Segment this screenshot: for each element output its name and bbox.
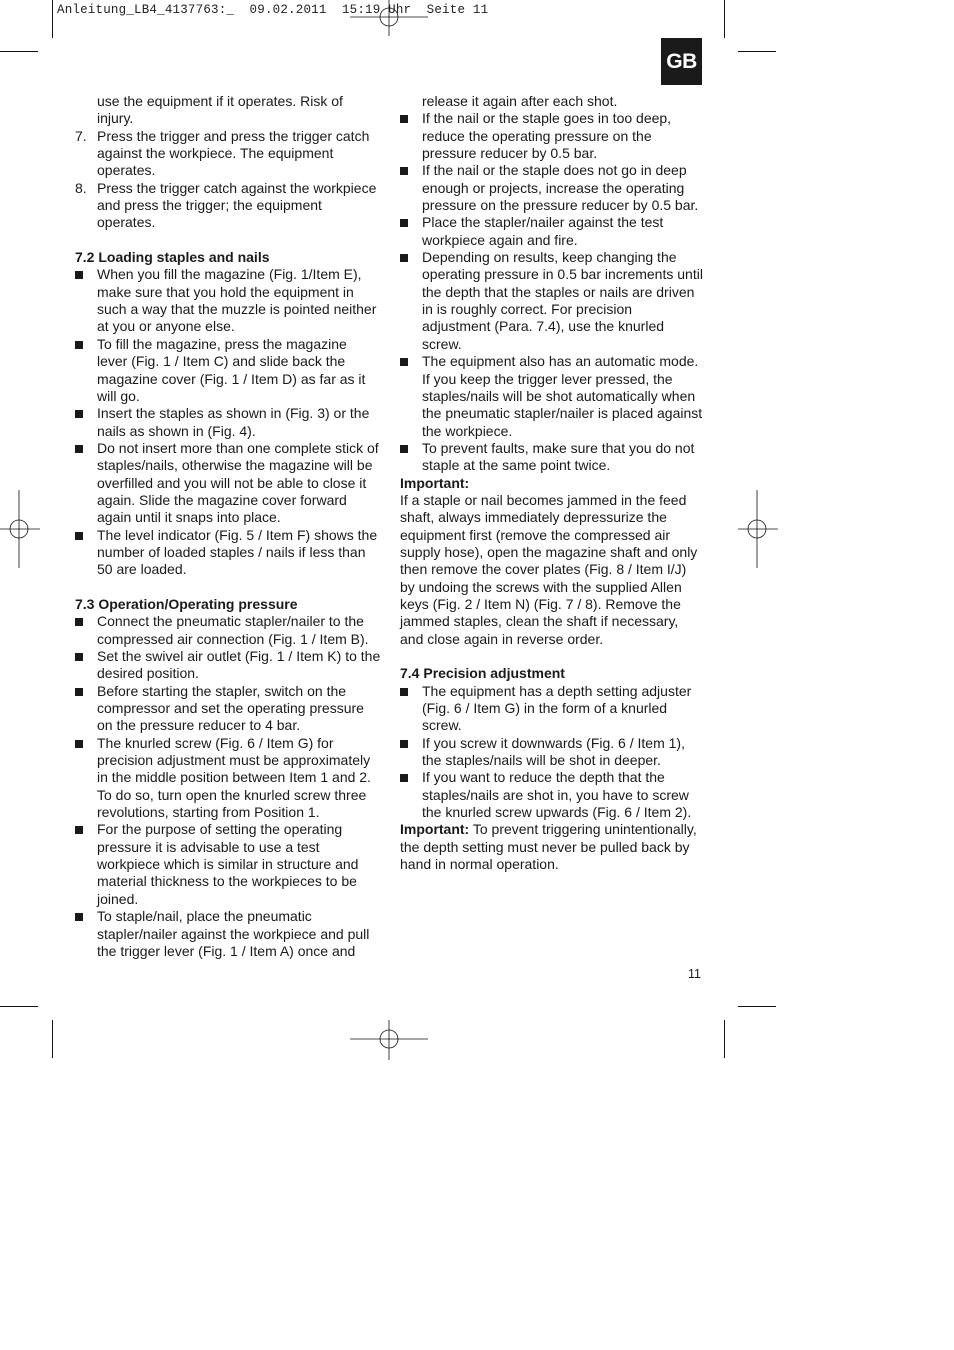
square-bullet-icon: [75, 410, 83, 418]
paragraph-text: To prevent triggering unintentionally, the depth setting must never be pulled back by hand in normal operation.: [400, 821, 697, 873]
square-bullet-icon: [75, 688, 83, 696]
bullet-text: To fill the magazine, press the magazine lever (Fig. 1 / Item C) and slide back the magazine cover (Fig. 1 / Item D) as far as it will go.: [97, 335, 366, 404]
bullet-item: [75, 613, 381, 648]
continued-text: release it again after each shot.: [422, 93, 618, 109]
bullet-text: If you want to reduce the depth that the staples/nails are shot in, you have to screw the knurled screw upwards (Fig. 6 / Item 2).: [422, 769, 692, 821]
section-heading: 7.4 Precision adjustment: [400, 665, 565, 682]
bullet-item: [75, 336, 381, 405]
square-bullet-icon: [400, 167, 408, 175]
crop-mark: [0, 51, 38, 52]
bullet-item: [400, 249, 704, 353]
step-text: Press the trigger and press the trigger catch against the workpiece. The equipment operates.: [97, 127, 370, 179]
step-number: 8.: [75, 179, 87, 196]
continued-text: use the equipment if it operates. Risk of injury.: [97, 93, 343, 127]
bullet-text: Place the stapler/nailer against the test workpiece again and fire.: [422, 214, 664, 248]
bullet-item: [75, 405, 381, 440]
bullet-item: [75, 648, 381, 683]
bullet-text: The equipment also has an automatic mode. If you keep the trigger lever pressed, the staples/nails will be shot automatically when the pneumatic stapler/nailer is placed against the workpiece.: [422, 353, 703, 439]
paragraph-lead: Important:: [400, 821, 470, 838]
bullet-text: Depending on results, keep changing the operating pressure in 0.5 bar increments until the depth that the staples or nails are driven in is roughly correct. For precision adjustment (Para. 7.4), use the knurled screw.: [422, 249, 703, 352]
bullet-text: The equipment has a depth setting adjuster (Fig. 6 / Item G) in the form of a knurled screw.: [422, 682, 692, 734]
bullet-text: Set the swivel air outlet (Fig. 1 / Item K) to the desired position.: [97, 648, 381, 682]
bullet-item: [75, 821, 381, 908]
bullet-text: To staple/nail, place the pneumatic stapler/nailer against the workpiece and pull the trigger lever (Fig. 1 / Item A) once and: [97, 908, 370, 959]
bullet-text: Before starting the stapler, switch on the compressor and set the operating pressure on the pressure reducer to 4 bar.: [97, 682, 364, 734]
bullet-text: If the nail or the staple does not go in deep enough or projects, increase the operating pressure on the pressure reducer by 0.5 bar.: [422, 162, 699, 214]
bullet-item: [75, 527, 381, 579]
language-badge: GB: [661, 38, 702, 85]
crop-mark: [52, 1020, 53, 1058]
bullet-item: [75, 683, 381, 735]
registration-mark-icon: [738, 490, 778, 568]
square-bullet-icon: [75, 271, 83, 279]
crop-mark: [738, 51, 776, 52]
bullet-text: When you fill the magazine (Fig. 1/Item E), make sure that you hold the equipment in such a way that the muzzle is pointed neither at you or anyone else.: [97, 266, 377, 335]
bullet-item: [75, 440, 381, 527]
bullet-text: The knurled screw (Fig. 6 / Item G) for precision adjustment must be approximately in the middle position between Item 1 and 2. To do so, turn open the knurled screw three revolutions, starting from Position 1.: [97, 734, 371, 821]
square-bullet-icon: [400, 740, 408, 748]
bullet-text: The level indicator (Fig. 5 / Item F) shows the number of loaded staples / nails if less than 50 are loaded.: [97, 526, 378, 578]
bullet-text: Connect the pneumatic stapler/nailer to the compressed air connection (Fig. 1 / Item B).: [97, 613, 369, 647]
page-number: 11: [688, 967, 701, 981]
square-bullet-icon: [75, 445, 83, 453]
square-bullet-icon: [400, 358, 408, 366]
section-heading: 7.2 Loading staples and nails: [75, 249, 270, 266]
section-heading: Important:: [400, 474, 470, 491]
bullet-item: [400, 735, 704, 770]
paragraph: [400, 821, 704, 873]
crop-mark: [0, 1006, 38, 1007]
numbered-step: [75, 128, 381, 180]
crop-mark: [724, 0, 725, 38]
registration-mark-icon: [0, 490, 40, 568]
step-number: 7.: [75, 127, 87, 144]
square-bullet-icon: [75, 826, 83, 834]
square-bullet-icon: [400, 254, 408, 262]
bullet-text: Insert the staples as shown in (Fig. 3) or the nails as shown in (Fig. 4).: [97, 405, 370, 439]
square-bullet-icon: [75, 740, 83, 748]
bullet-text: For the purpose of setting the operating pressure it is advisable to use a test workpiece which is similar in structure and material thickness to the workpieces to be joined.: [97, 821, 359, 907]
spacer: [75, 232, 381, 249]
square-bullet-icon: [75, 913, 83, 921]
crop-mark: [52, 0, 53, 38]
left-column: [75, 93, 381, 960]
square-bullet-icon: [75, 653, 83, 661]
bullet-text: If the nail or the staple goes in too deep, reduce the operating pressure on the pressure reducer by 0.5 bar.: [422, 110, 672, 162]
square-bullet-icon: [400, 688, 408, 696]
bullet-text: Do not insert more than one complete stick of staples/nails, otherwise the magazine will be overfilled and you will not be able to close it again. Slide the magazine cover forward again until it snaps into place.: [97, 439, 379, 526]
print-slug: Anleitung_LB4_4137763:_ 09.02.2011 15:19 Uhr Seite 11: [57, 3, 489, 17]
bullet-item: [75, 266, 381, 335]
spacer: [75, 579, 381, 596]
square-bullet-icon: [75, 341, 83, 349]
bullet-item: [400, 110, 704, 162]
square-bullet-icon: [400, 774, 408, 782]
step-text: Press the trigger catch against the workpiece and press the trigger; the equipment operates.: [97, 179, 377, 231]
crop-mark: [738, 1006, 776, 1007]
square-bullet-icon: [75, 618, 83, 626]
bullet-text: If you screw it downwards (Fig. 6 / Item 1), the staples/nails will be shot in deeper.: [422, 734, 685, 769]
section-heading: 7.3 Operation/Operating pressure: [75, 595, 298, 612]
bullet-text: To prevent faults, make sure that you do not staple at the same point twice.: [422, 439, 695, 474]
square-bullet-icon: [75, 532, 83, 540]
bullet-item: [400, 162, 704, 214]
registration-mark-icon: [350, 1020, 428, 1060]
registration-mark-icon: [350, 0, 428, 40]
square-bullet-icon: [400, 115, 408, 123]
spacer: [400, 648, 704, 665]
numbered-step: [75, 180, 381, 232]
right-column: [400, 93, 704, 873]
bullet-item: [75, 908, 381, 960]
bullet-item: [400, 769, 704, 821]
bullet-item: [400, 214, 704, 249]
paragraph: If a staple or nail becomes jammed in the feed shaft, always immediately depressurize the equipment first (remove the compressed air supply hose), open the magazine shaft and only then remove the cover plates (Fig. 8 / Item I/J) by undoing the screws with the supplied Allen keys (Fig. 2 / Item N) (Fig. 7 / 8). Remove the jammed staples, clean the shaft if necessary, and close again in reverse order.: [400, 491, 698, 647]
square-bullet-icon: [400, 219, 408, 227]
bullet-item: [400, 440, 704, 475]
bullet-item: [75, 735, 381, 822]
crop-mark: [724, 1020, 725, 1058]
bullet-item: [400, 683, 704, 735]
square-bullet-icon: [400, 445, 408, 453]
bullet-item: [400, 353, 704, 440]
